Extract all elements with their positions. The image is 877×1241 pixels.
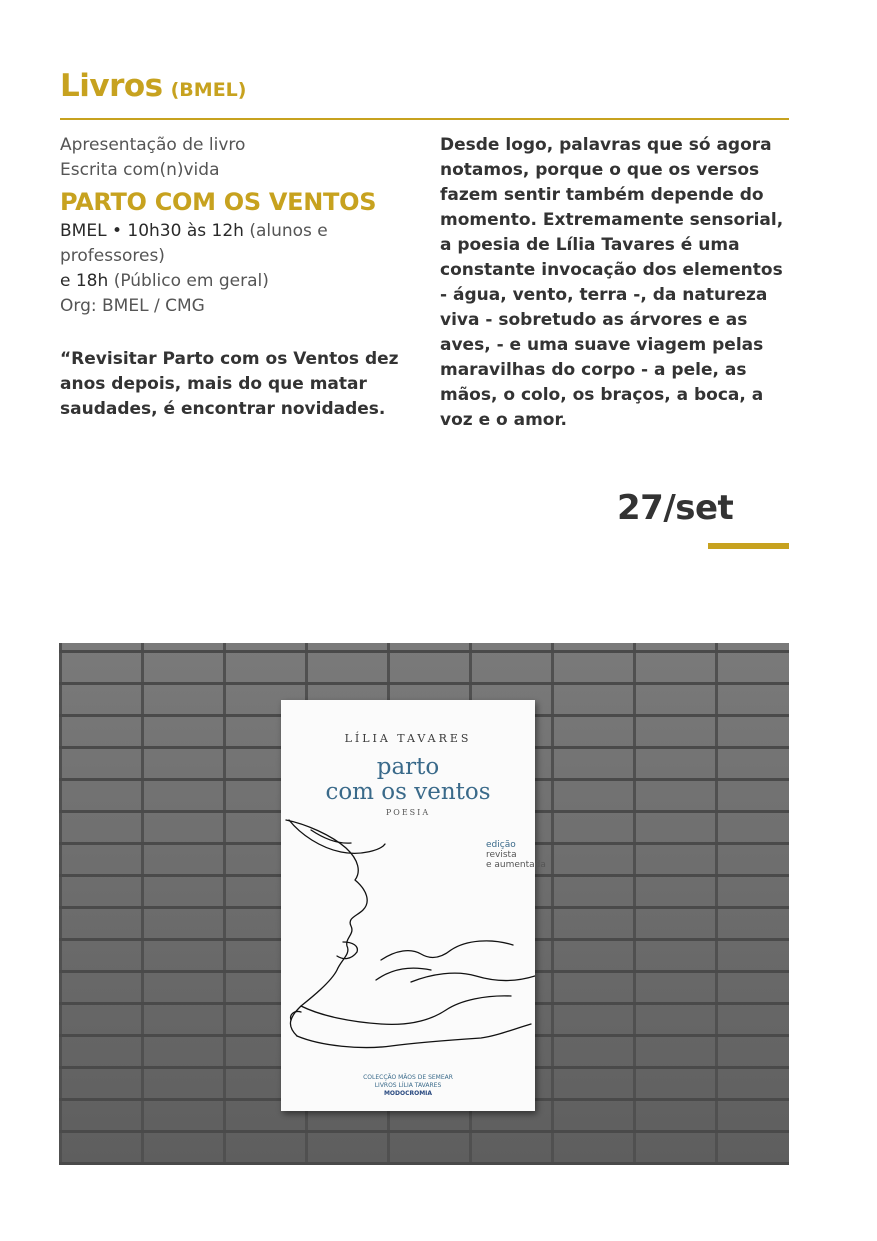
book-author: LÍLIA TAVARES [344, 732, 472, 745]
date-underline [708, 543, 789, 549]
book-footer [281, 1074, 535, 1098]
session-morning-audience: (alunos e [249, 221, 328, 241]
event-quote: “Revisitar Parto com os Ventos dez anos depois, mais do que matar saudades, é encontrar novidades. [60, 349, 399, 419]
book-publisher: MODOCROMIA [383, 1090, 433, 1097]
book-cover [281, 700, 546, 1111]
event-organizer: Org: BMEL / CMG [60, 296, 205, 316]
event-description-column [440, 133, 790, 433]
book-genre: POESIA [385, 808, 431, 817]
book-title-line2: com os ventos [325, 779, 491, 805]
book-edition-line2: revista [486, 850, 517, 860]
event-info-column [60, 133, 410, 422]
book-title-line1: parto [376, 754, 440, 780]
book-collection-sub: LIVROS LÍLIA TAVARES [374, 1082, 442, 1089]
book-edition-line1: edição [486, 840, 516, 850]
event-description: Desde logo, palavras que só agora notamos, porque o que os versos fazem sentir também depende do momento. Extremamente sensorial, a poesia de Lília Tavares é uma constante invocação dos elementos - água, vento, terra -, da natureza viva - sobretudo as árvores e as aves, - e uma suave viagem pelas maravilhas do corpo - a pele, as mãos, o colo, os braços, a boca, a voz e o amor. [440, 135, 784, 430]
event-date: 27/set [617, 488, 734, 528]
session-evening [60, 269, 410, 294]
session-morning-time: BMEL • 10h30 às 12h [60, 221, 244, 241]
book-title [281, 755, 535, 805]
header-divider [60, 118, 789, 120]
book-edition-note [486, 840, 546, 870]
event-title: PARTO COM OS VENTOS [60, 188, 377, 216]
section-title-sub: (BMEL) [170, 79, 247, 101]
event-series: Escrita com(n)vida [60, 160, 220, 180]
session-evening-audience: (Público em geral) [113, 271, 269, 291]
session-morning [60, 219, 410, 244]
session-evening-time: e 18h [60, 271, 109, 291]
section-title-main: Livros [60, 68, 163, 104]
book-edition-line3: e aumentada [486, 860, 546, 870]
session-morning-audience-cont: professores) [60, 246, 165, 266]
event-category: Apresentação de livro [60, 135, 246, 155]
book-collection: COLECÇÃO MÃOS DE SEMEAR [363, 1074, 453, 1081]
section-title [60, 68, 246, 104]
